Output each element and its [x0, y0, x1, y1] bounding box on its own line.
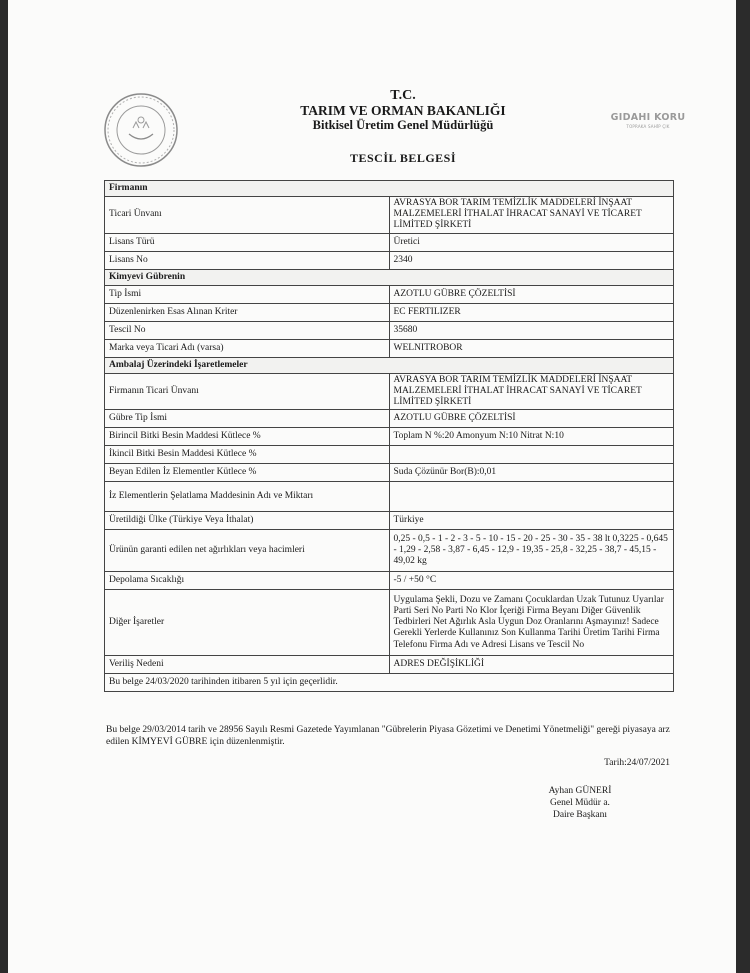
signature-block	[525, 785, 635, 821]
row-value: ADRES DEĞİŞİKLİĞİ	[389, 656, 674, 674]
row-label: Depolama Sıcaklığı	[105, 572, 390, 590]
ministry-seal-icon	[103, 92, 179, 168]
footer-note: Bu belge 29/03/2014 tarih ve 28956 Sayılı Resmi Gazetede Yayımlanan "Gübrelerin Piyasa Gözetimi ve Denetimi Yönetmeliği" gereği piyasaya arz edilen KİMYEVİ GÜBRE için düzenlenmiştir.	[106, 725, 670, 747]
row-value: WELNITROBOR	[389, 339, 674, 357]
document-title: TESCİL BELGESİ	[349, 151, 457, 165]
row-label: Firmanın Ticari Ünvanı	[105, 373, 390, 410]
row-label: Veriliş Nedeni	[105, 656, 390, 674]
watermark-brand: GIDAHI KORU	[610, 112, 686, 123]
row-label: Ürünün garanti edilen net ağırlıkları veya hacimleri	[105, 530, 390, 572]
signatory-title: Genel Müdür a.	[550, 798, 610, 808]
row-label: Üretildiği Ülke (Türkiye Veya İthalat)	[105, 512, 390, 530]
issue-date: Tarih:24/07/2021	[604, 758, 670, 768]
row-value: EC FERTILIZER	[389, 303, 674, 321]
section-fertilizer: Kimyevi Gübrenin	[105, 269, 674, 285]
row-label: Marka veya Ticari Adı (varsa)	[105, 339, 390, 357]
row-label: İz Elementlerin Şelatlama Maddesinin Adı ve Miktarı	[105, 482, 390, 512]
row-value: 2340	[389, 251, 674, 269]
header-directorate: Bitkisel Üretim Genel Müdürlüğü	[312, 118, 494, 132]
row-value: Türkiye	[389, 512, 674, 530]
row-value: -5 / +50 °C	[389, 572, 674, 590]
row-value	[389, 482, 674, 512]
signatory-title: Daire Başkanı	[552, 810, 608, 820]
row-label: Lisans No	[105, 251, 390, 269]
header-country: T.C.	[390, 88, 416, 103]
row-value: AZOTLU GÜBRE ÇÖZELTİSİ	[389, 285, 674, 303]
section-packaging: Ambalaj Üzerindeki İşaretlemeler	[105, 357, 674, 373]
row-value: Suda Çözünür Bor(B):0,01	[389, 464, 674, 482]
row-label: Tescil No	[105, 321, 390, 339]
watermark-tagline: TOPRAKA SAHİP ÇIK	[626, 124, 670, 129]
row-label: Diğer İşaretler	[105, 590, 390, 656]
row-value: Toplam N %:20 Amonyum N:10 Nitrat N:10	[389, 428, 674, 446]
row-label: Ticari Ünvanı	[105, 197, 390, 234]
row-value: Üretici	[389, 233, 674, 251]
validity-note: Bu belge 24/03/2020 tarihinden itibaren 5 yıl için geçerlidir.	[105, 674, 674, 692]
row-value: Uygulama Şekli, Dozu ve Zamanı Çocuklardan Uzak Tutunuz Uyarılar Parti Seri No Parti No Klor İçeriği Firma Beyanı Diğer Güvenlik Tedbirleri Net Ağırlık Asla Uygun Doz Oranlarını Aşmayınız! Sadece Gerekli Yerlerde Kullanınız Son Kullanma Tarihi Üretim Tarihi Firma Telefonu Firma Adı ve Adresi Lisans ve Tescil No	[389, 590, 674, 656]
brand-watermark	[608, 112, 688, 129]
section-firm: Firmanın	[105, 181, 674, 197]
row-value: 0,25 - 0,5 - 1 - 2 - 3 - 5 - 10 - 15 - 20 - 25 - 30 - 35 - 38 lt 0,3225 - 0,645 - 1,29 - 2,58 - 3,87 - 6,45 - 12,9 - 19,35 - 25,8 - 32,25 - 38,7 - 45,15 - 49,02 kg	[389, 530, 674, 572]
row-label: Düzenlenirken Esas Alınan Kriter	[105, 303, 390, 321]
row-label: Lisans Türü	[105, 233, 390, 251]
row-value: AVRASYA BOR TARIM TEMİZLİK MADDELERİ İNŞAAT MALZEMELERİ İTHALAT İHRACAT SANAYİ VE TİCARET LİMİTED ŞİRKETİ	[389, 197, 674, 234]
row-label: İkincil Bitki Besin Maddesi Kütlece %	[105, 446, 390, 464]
row-label: Beyan Edilen İz Elementler Kütlece %	[105, 464, 390, 482]
row-label: Gübre Tip İsmi	[105, 410, 390, 428]
row-value: AZOTLU GÜBRE ÇÖZELTİSİ	[389, 410, 674, 428]
row-label: Tip İsmi	[105, 285, 390, 303]
row-label: Birincil Bitki Besin Maddesi Kütlece %	[105, 428, 390, 446]
signatory-name: Ayhan GÜNERİ	[548, 786, 612, 796]
document-header	[258, 88, 548, 133]
header-ministry: TARIM VE ORMAN BAKANLIĞI	[300, 103, 506, 118]
row-value: 35680	[389, 321, 674, 339]
row-value: AVRASYA BOR TARIM TEMİZLİK MADDELERİ İNŞAAT MALZEMELERİ İTHALAT İHRACAT SANAYİ VE TİCARET LİMİTED ŞİRKETİ	[389, 373, 674, 410]
row-value	[389, 446, 674, 464]
registration-table	[104, 180, 674, 692]
